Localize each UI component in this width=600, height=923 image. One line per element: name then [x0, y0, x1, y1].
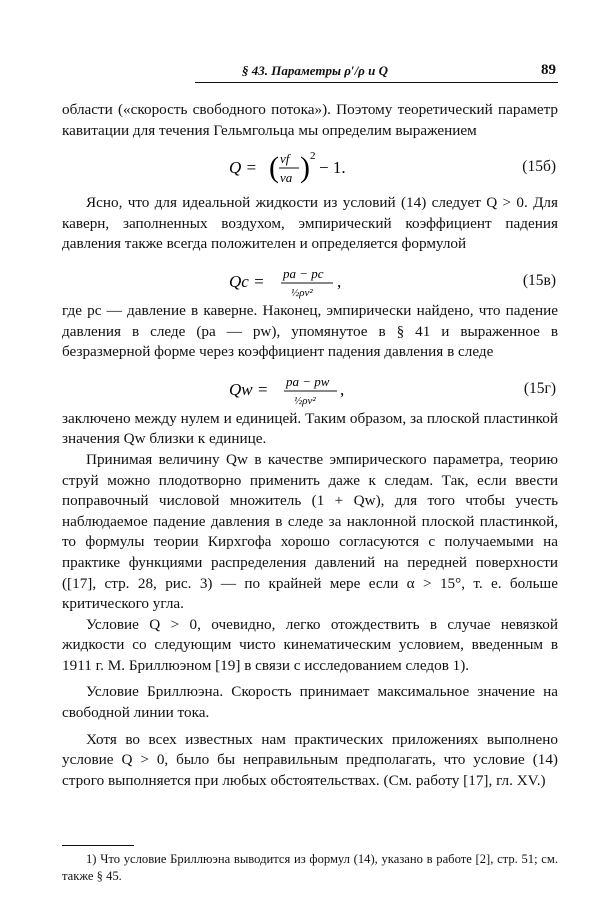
eq15b-lparen: (: [269, 151, 279, 185]
eq15v-denominator: ½ρv²: [291, 286, 313, 299]
equation-15g: [62, 363, 558, 409]
eq15g-denominator: ½ρv²: [294, 394, 316, 407]
body-text: [62, 100, 558, 791]
equation-15v: [62, 255, 558, 301]
footnote: [62, 851, 558, 885]
paragraph-6: Условие Q > 0, очевидно, легко отождествить в случае невязкой жидкости со следующим чисто кинематическим условием, введенным в 1911 г. М. Бриллюэном [19] в связи с исследованием следов 1).: [62, 615, 558, 674]
eq15b-power: 2: [310, 150, 316, 163]
equation-15b: [62, 141, 558, 193]
footnote-text: 1) Что условие Бриллюэна выводится из формул (14), указано в работе [2], стр. 51; см. также § 45.: [62, 852, 558, 883]
eq15b-rparen: ): [300, 151, 310, 185]
equation-15b-expression: [227, 149, 377, 189]
equation-15v-label: (15в): [522, 271, 556, 289]
eq15g-lhs: Qw =: [229, 379, 269, 399]
paragraph-1: области («скорость свободного потока»). Поэтому теоретический параметр кавитации для течения Гельмгольца мы определим выражением: [62, 101, 558, 139]
page-number: 89: [541, 62, 556, 78]
eq15g-numerator: pa − pw: [286, 373, 330, 389]
equation-15b-label: (15б): [522, 158, 556, 176]
eq15g-rest: ,: [340, 379, 345, 399]
paragraph-5: Принимая величину Qw в качестве эмпирического параметра, теорию струй можно плодотворно применить даже к следам. Так, если ввести поправочный числовой множитель (1 + Qw), для того чтобы учесть наблюдаемое падение давления в следе за наклонной плоской пластинкой, то формулы теории Кирхгофа хорошо согласуются с получаемыми на практике функциями распределения давлений на передней поверхности ([17], стр. 28, рис. 3) — по крайней мере если α > 15°, т. е. больше критического угла.: [62, 450, 558, 613]
eq15b-numerator: vf: [280, 151, 290, 167]
paragraph-4: заключено между нулем и единицей. Таким образом, за плоской пластинкой значения Qw близки к единице.: [62, 409, 558, 448]
eq15b-denominator: va: [280, 170, 293, 186]
header-rule: [195, 82, 558, 83]
eq15b-rest: − 1.: [319, 158, 346, 178]
paragraph-3: где pc — давление в каверне. Наконец, эмпирически найдено, что падение давления в следе (pa — pw), упомянутое в § 41 и выраженное в безразмерной форме через коэффициент падения давления в следе: [62, 301, 558, 361]
eq15v-numerator: pa − pc: [283, 265, 324, 281]
eq15b-lhs: Q =: [229, 158, 257, 178]
eq15v-rest: ,: [337, 271, 342, 291]
running-header: [62, 60, 558, 84]
footnote-rule: [62, 845, 134, 846]
paragraph-7: Условие Бриллюэна. Скорость принимает максимальное значение на свободной линии тока.: [62, 683, 558, 722]
paragraph-2: Ясно, что для идеальной жидкости из условий (14) следует Q > 0. Для каверн, заполненных воздухом, эмпирический коэффициент падения давления также всегда положителен и определяется формулой: [62, 194, 558, 253]
eq15v-lhs: Qc =: [229, 271, 265, 291]
section-title: § 43. Параметры ρ′/ρ и Q: [241, 63, 388, 78]
equation-15g-label: (15г): [523, 379, 556, 397]
equation-15g-expression: [227, 371, 377, 411]
equation-15v-expression: [227, 263, 377, 303]
paragraph-8: Хотя во всех известных нам практических приложениях выполнено условие Q > 0, было бы неправильным предполагать, что условие (14) строго выполняется при любых обстоятельствах. (См. работу [17], гл. XV.): [62, 730, 558, 789]
